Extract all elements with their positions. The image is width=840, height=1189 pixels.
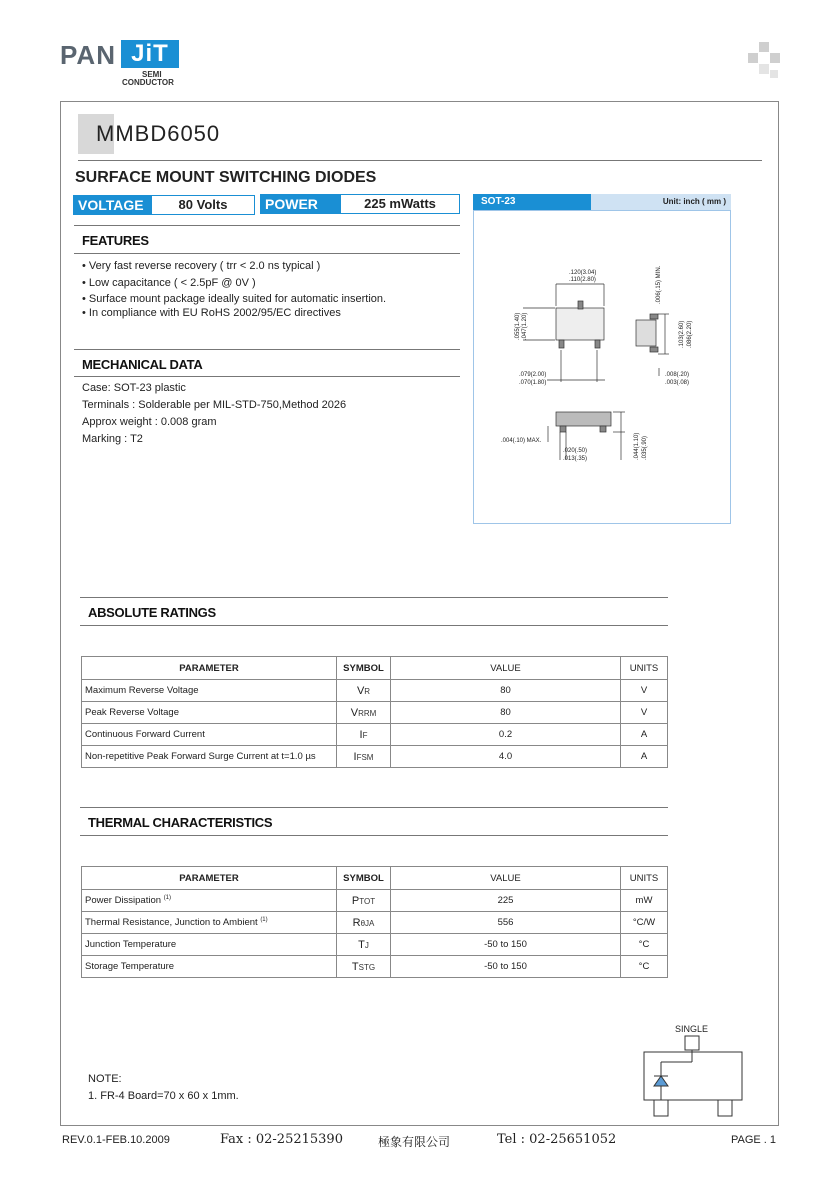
divider <box>74 349 460 350</box>
table-row <box>82 680 668 702</box>
param-cell: Peak Reverse Voltage <box>82 702 337 724</box>
param-cell: Thermal Resistance, Junction to Ambient $^{(1)}$ <box>82 912 337 934</box>
symbol-cell: RθJA <box>337 912 391 934</box>
dim-label: .035(.90) <box>642 435 648 460</box>
divider <box>74 376 460 377</box>
list-item: Case: SOT-23 plastic <box>82 382 186 394</box>
diode-schematic-icon <box>640 1034 750 1122</box>
column-header: VALUE <box>391 867 621 890</box>
note-heading: NOTE: <box>88 1073 122 1085</box>
absolute-ratings-heading: ABSOLUTE RATINGS <box>88 605 216 620</box>
list-item: • Very fast reverse recovery ( trr < 2.0 ns typical ) <box>82 260 321 272</box>
dim-label: .070(1.80) <box>519 380 547 386</box>
unit-cell: V <box>621 702 668 724</box>
symbol-cell: IFSM <box>337 746 391 768</box>
divider <box>74 253 460 254</box>
page-title: SURFACE MOUNT SWITCHING DIODES <box>75 169 377 186</box>
dim-label: .110(2.80) <box>569 277 596 283</box>
power-value: 225 mWatts <box>340 194 460 214</box>
dim-label: .008(.20) <box>665 372 690 378</box>
unit-cell: °C <box>621 934 668 956</box>
page-number: PAGE . 1 <box>731 1134 777 1146</box>
dim-label: .055(1.40) <box>515 312 521 340</box>
divider <box>80 625 668 626</box>
part-number: MMBD6050 <box>96 121 221 146</box>
param-cell: Power Dissipation $^{(1)}$ <box>82 890 337 912</box>
divider <box>74 225 460 226</box>
dim-label: .079(2.00) <box>519 372 547 378</box>
diagram-label: SINGLE <box>675 1024 709 1034</box>
thermal-heading: THERMAL CHARACTERISTICS <box>88 815 273 830</box>
table-row <box>82 956 668 978</box>
divider <box>80 835 668 836</box>
list-item: • Surface mount package ideally suited for automatic insertion. <box>82 293 387 305</box>
divider <box>80 597 668 598</box>
symbol-cell: VRRM <box>337 702 391 724</box>
dim-label: .006(.15) MIN. <box>656 265 662 304</box>
table-row <box>82 746 668 768</box>
column-header: SYMBOL <box>337 657 391 680</box>
table-row <box>82 702 668 724</box>
value-cell: 0.2 <box>391 724 621 746</box>
symbol-cell: TJ <box>337 934 391 956</box>
package-name: SOT-23 <box>473 194 591 210</box>
column-header: UNITS <box>621 657 668 680</box>
divider <box>80 807 668 808</box>
note-text: 1. FR-4 Board=70 x 60 x 1mm. <box>88 1090 239 1102</box>
param-cell: Maximum Reverse Voltage <box>82 680 337 702</box>
value-cell: -50 to 150 <box>391 956 621 978</box>
table-row <box>82 890 668 912</box>
value-cell: 556 <box>391 912 621 934</box>
dim-label: .013(.35) <box>563 456 588 462</box>
unit-cell: A <box>621 746 668 768</box>
divider <box>78 160 762 161</box>
company-name: 極象有限公司 <box>378 1135 451 1149</box>
mechanical-heading: MECHANICAL DATA <box>82 357 203 372</box>
unit-cell: °C <box>621 956 668 978</box>
dim-label: .044(1.10) <box>634 432 640 460</box>
param-cell: Junction Temperature <box>82 934 337 956</box>
features-heading: FEATURES <box>82 233 149 248</box>
dim-label: .103(2.60) <box>679 320 685 348</box>
table-header-row <box>82 867 668 890</box>
param-cell: Non-repetitive Peak Forward Surge Current at t=1.0 µs <box>82 746 337 768</box>
value-cell: 80 <box>391 702 621 724</box>
dim-label: .020(.50) <box>563 448 588 454</box>
column-header: SYMBOL <box>337 867 391 890</box>
column-header: PARAMETER <box>82 867 337 890</box>
column-header: VALUE <box>391 657 621 680</box>
list-item: Approx weight : 0.008 gram <box>82 416 217 428</box>
value-cell: 225 <box>391 890 621 912</box>
table-header-row <box>82 657 668 680</box>
fax: Fax : 02-25215390 <box>220 1132 343 1147</box>
voltage-value: 80 Volts <box>151 195 255 215</box>
dim-label: .004(.10) MAX. <box>501 438 542 444</box>
logo-pan: PAN <box>60 40 116 70</box>
list-item: Marking : T2 <box>82 433 143 445</box>
value-cell: 4.0 <box>391 746 621 768</box>
value-cell: -50 to 150 <box>391 934 621 956</box>
logo-semi: SEMI <box>142 70 162 79</box>
package-unit: Unit: inch ( mm ) <box>662 197 726 206</box>
absolute-ratings-table <box>81 656 668 768</box>
param-cell: Continuous Forward Current <box>82 724 337 746</box>
column-header: PARAMETER <box>82 657 337 680</box>
unit-cell: mW <box>621 890 668 912</box>
symbol-cell: PTOT <box>337 890 391 912</box>
list-item: • Low capacitance ( < 2.5pF @ 0V ) <box>82 277 256 289</box>
dim-label: .120(3.04) <box>569 270 597 276</box>
logo-jit: JiT <box>121 40 179 68</box>
list-item: • In compliance with EU RoHS 2002/95/EC directives <box>82 307 341 319</box>
column-header: UNITS <box>621 867 668 890</box>
dim-label: .086(2.20) <box>687 320 693 348</box>
value-cell: 80 <box>391 680 621 702</box>
tel: Tel : 02-25651052 <box>497 1132 617 1147</box>
list-item: Terminals : Solderable per MIL-STD-750,Method 2026 <box>82 399 347 411</box>
unit-cell: V <box>621 680 668 702</box>
dim-label: .047(1.20) <box>522 312 528 340</box>
symbol-cell: IF <box>337 724 391 746</box>
param-cell: Storage Temperature <box>82 956 337 978</box>
package-outline-drawing <box>473 210 731 524</box>
table-row <box>82 934 668 956</box>
unit-cell: A <box>621 724 668 746</box>
symbol-cell: VR <box>337 680 391 702</box>
voltage-label: VOLTAGE <box>73 195 151 215</box>
unit-cell: °C/W <box>621 912 668 934</box>
power-label: POWER <box>260 194 340 214</box>
logo-conductor: CONDUCTOR <box>122 78 174 87</box>
symbol-cell: TSTG <box>337 956 391 978</box>
table-row <box>82 912 668 934</box>
dim-label: .003(.08) <box>665 380 690 386</box>
revision: REV.0.1-FEB.10.2009 <box>62 1134 170 1146</box>
table-row <box>82 724 668 746</box>
thermal-table <box>81 866 668 978</box>
